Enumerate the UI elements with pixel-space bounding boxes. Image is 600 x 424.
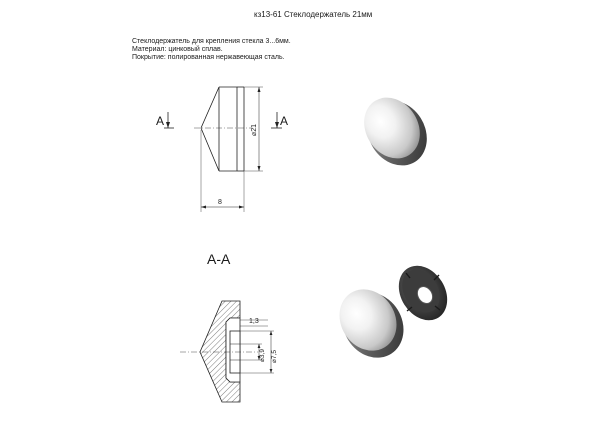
diameter-3-9-label: ⌀3,9	[259, 349, 266, 362]
section-title: A-A	[207, 251, 231, 267]
cap-render-top	[353, 87, 439, 177]
diameter-21-label: ⌀21	[251, 123, 258, 136]
section-marker-left: A	[156, 114, 165, 128]
drawing-title: кз13-61 Стеклодержатель 21мм	[254, 10, 373, 19]
description-line-2: Материал: цинковый сплав.	[132, 46, 223, 53]
step-1-3-label: 1,3	[249, 318, 259, 325]
description-line-1: Стеклодержатель для крепления стекла 3...6мм.	[132, 38, 291, 45]
section-marker-right: A	[280, 114, 289, 128]
description-line-3: Покрытие: полированная нержавеющая сталь.	[132, 54, 285, 61]
thickness-8-label: 8	[218, 199, 222, 206]
diameter-7-5-label: ⌀7,5	[271, 350, 278, 363]
side-view	[164, 87, 282, 212]
